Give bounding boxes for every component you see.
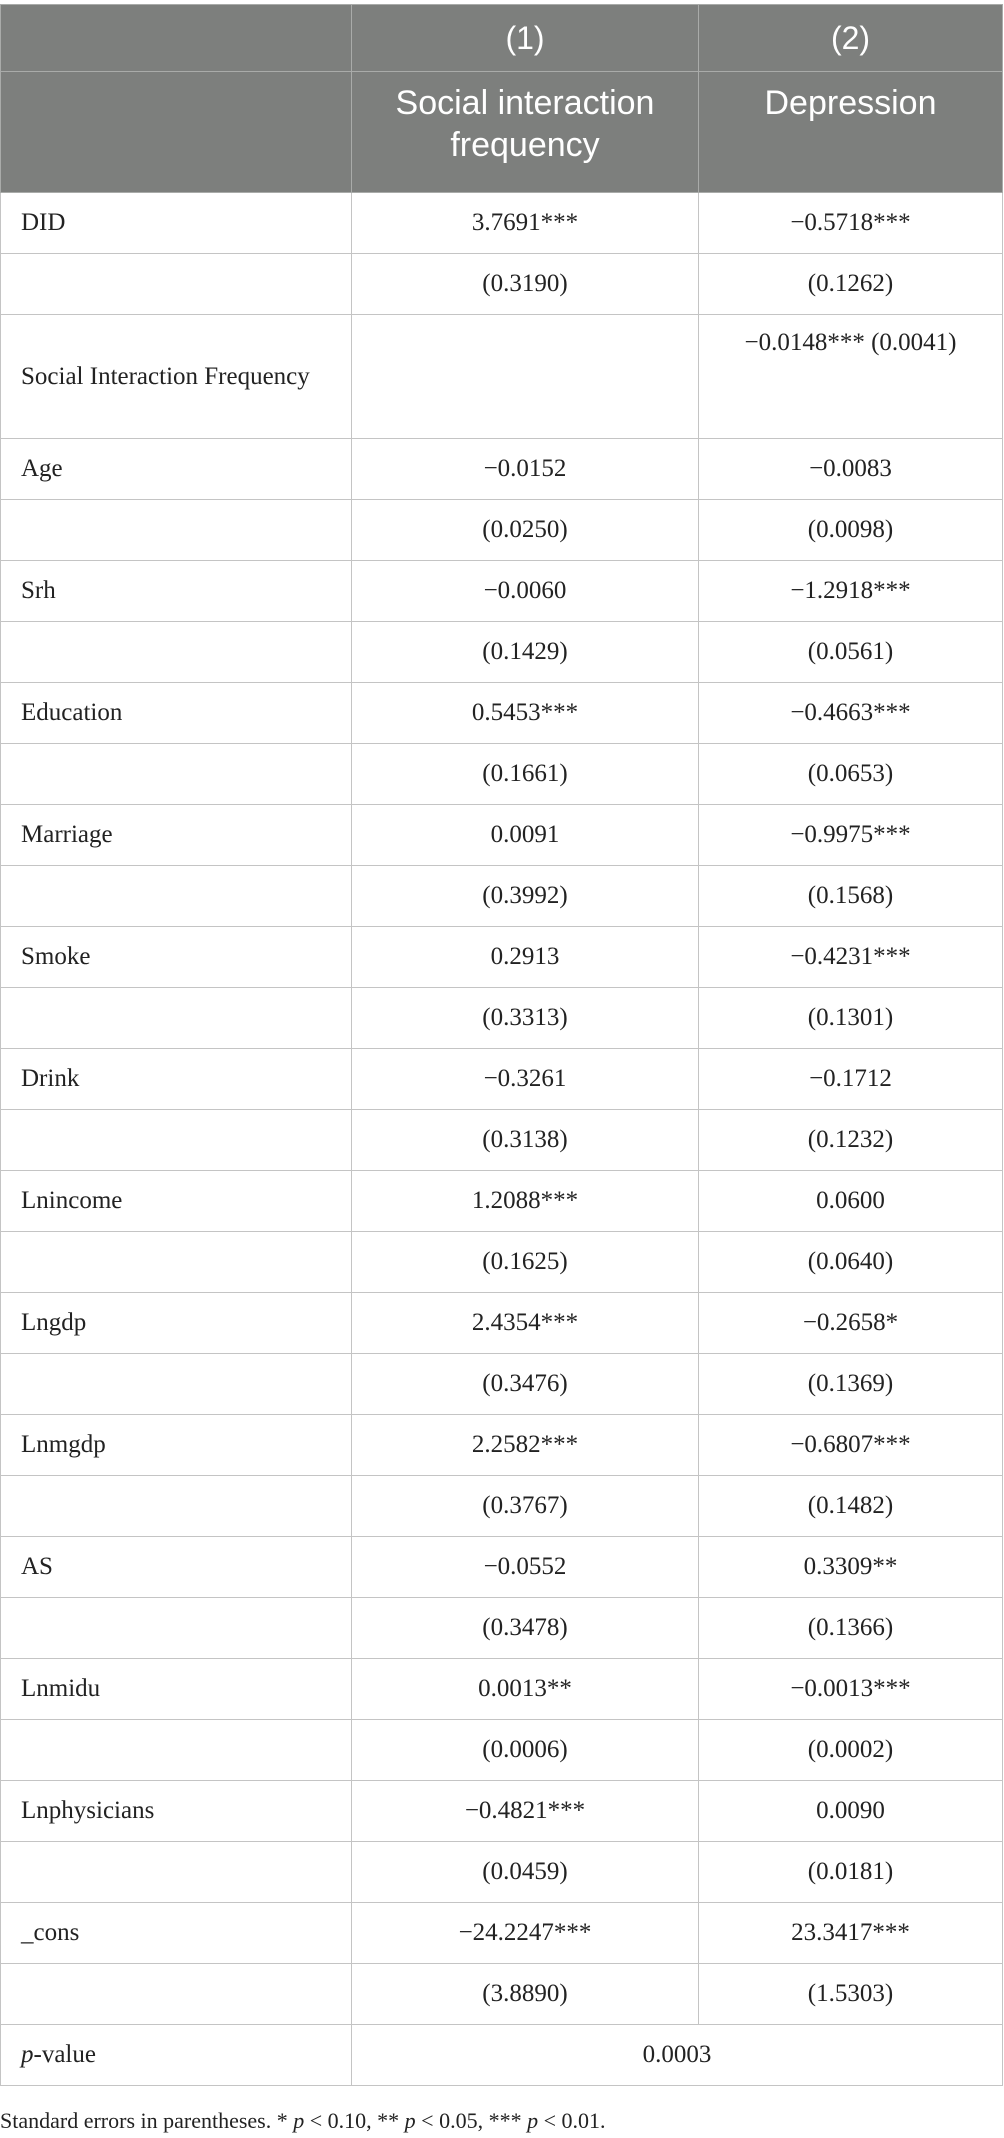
cell-col1: −0.4821*** [352, 1781, 699, 1842]
cell-col2: (0.1366) [699, 1598, 1003, 1659]
row-label [1, 1720, 352, 1781]
cell-col1: −24.2247*** [352, 1903, 699, 1964]
table-row [1, 561, 1003, 622]
table-row [1, 683, 1003, 744]
pvalue-value: 0.0003 [352, 2025, 1003, 2086]
cell-col1: −0.0060 [352, 561, 699, 622]
pvalue-row [1, 2025, 1003, 2086]
table-row [1, 1842, 1003, 1903]
cell-col1: (0.3478) [352, 1598, 699, 1659]
cell-col1: (0.0250) [352, 500, 699, 561]
header-col1-number: (1) [352, 5, 699, 72]
header-empty-cell [1, 5, 352, 72]
table-row [1, 1781, 1003, 1842]
cell-col2: (0.1301) [699, 988, 1003, 1049]
table-row [1, 1293, 1003, 1354]
row-label: Smoke [1, 927, 352, 988]
table-row [1, 1537, 1003, 1598]
cell-col2: −0.0013*** [699, 1659, 1003, 1720]
cell-col1: (0.3138) [352, 1110, 699, 1171]
cell-col2: (0.0640) [699, 1232, 1003, 1293]
cell-col1: (0.3992) [352, 866, 699, 927]
row-label [1, 1598, 352, 1659]
cell-col2: −0.1712 [699, 1049, 1003, 1110]
footnote-p1: p [293, 2108, 305, 2133]
cell-col2: (0.0002) [699, 1720, 1003, 1781]
row-label: Lnmidu [1, 1659, 352, 1720]
table-row [1, 927, 1003, 988]
row-label [1, 622, 352, 683]
cell-col1: −0.0152 [352, 439, 699, 500]
cell-col2: −1.2918*** [699, 561, 1003, 622]
cell-col1: (0.3313) [352, 988, 699, 1049]
cell-col2: −0.0083 [699, 439, 1003, 500]
table-row [1, 1171, 1003, 1232]
cell-col2: (0.1232) [699, 1110, 1003, 1171]
table-row [1, 1598, 1003, 1659]
row-label: Lnphysicians [1, 1781, 352, 1842]
row-label [1, 1232, 352, 1293]
footnote-lead: Standard errors in parentheses. * [0, 2108, 294, 2133]
table-row [1, 1354, 1003, 1415]
header-row-labels [1, 72, 1003, 193]
row-label [1, 1842, 352, 1903]
cell-col2: (0.1369) [699, 1354, 1003, 1415]
row-label: AS [1, 1537, 352, 1598]
cell-col1: (0.1625) [352, 1232, 699, 1293]
cell-col1: −0.3261 [352, 1049, 699, 1110]
cell-col1: (3.8890) [352, 1964, 699, 2025]
footnote-p3: p [527, 2108, 539, 2133]
footnote-t2: < 0.05, *** [415, 2108, 528, 2133]
cell-col2: 0.3309** [699, 1537, 1003, 1598]
cell-col2: −0.0148*** (0.0041) [699, 315, 1003, 439]
row-label: Drink [1, 1049, 352, 1110]
pvalue-label-rest: -value [33, 2041, 96, 2068]
cell-col1: 2.2582*** [352, 1415, 699, 1476]
cell-col1: (0.0006) [352, 1720, 699, 1781]
table-row [1, 1964, 1003, 2025]
row-label: Marriage [1, 805, 352, 866]
cell-col1: 0.2913 [352, 927, 699, 988]
table-row [1, 1720, 1003, 1781]
row-label: Lngdp [1, 1293, 352, 1354]
cell-col1: (0.0459) [352, 1842, 699, 1903]
table-row [1, 254, 1003, 315]
row-label: Social Interaction Frequency [1, 315, 352, 439]
cell-col1: −0.0552 [352, 1537, 699, 1598]
table-row [1, 193, 1003, 254]
footnote-t1: < 0.10, ** [304, 2108, 405, 2133]
header-col2-label: Depression [699, 72, 1003, 193]
pvalue-label [1, 2025, 352, 2086]
table-row [1, 866, 1003, 927]
cell-col1: (0.3476) [352, 1354, 699, 1415]
table-body [1, 193, 1003, 2025]
row-label: _cons [1, 1903, 352, 1964]
cell-col1: 3.7691*** [352, 193, 699, 254]
cell-col1: 2.4354*** [352, 1293, 699, 1354]
table-row [1, 805, 1003, 866]
table-row [1, 1110, 1003, 1171]
table-row [1, 1659, 1003, 1720]
table-row [1, 744, 1003, 805]
cell-col1: (0.1661) [352, 744, 699, 805]
row-label [1, 1110, 352, 1171]
cell-col1: (0.3190) [352, 254, 699, 315]
table-row [1, 1049, 1003, 1110]
table-row [1, 1415, 1003, 1476]
cell-col2: (1.5303) [699, 1964, 1003, 2025]
table-row [1, 1232, 1003, 1293]
row-label [1, 1354, 352, 1415]
cell-col1: 1.2088*** [352, 1171, 699, 1232]
row-label: Age [1, 439, 352, 500]
row-label [1, 1964, 352, 2025]
cell-col2: −0.4663*** [699, 683, 1003, 744]
table-row [1, 500, 1003, 561]
cell-col2: (0.0098) [699, 500, 1003, 561]
table-header [1, 5, 1003, 193]
cell-col2: (0.0653) [699, 744, 1003, 805]
cell-col2: (0.1262) [699, 254, 1003, 315]
row-label: Srh [1, 561, 352, 622]
table-row [1, 1476, 1003, 1537]
cell-col2: −0.4231*** [699, 927, 1003, 988]
table-row [1, 1903, 1003, 1964]
row-label: Lnincome [1, 1171, 352, 1232]
row-label [1, 1476, 352, 1537]
table-row [1, 988, 1003, 1049]
row-label [1, 866, 352, 927]
cell-col1: (0.3767) [352, 1476, 699, 1537]
cell-col2: 23.3417*** [699, 1903, 1003, 1964]
cell-col2: (0.0181) [699, 1842, 1003, 1903]
row-label: Lnmgdp [1, 1415, 352, 1476]
header-row-numbers [1, 5, 1003, 72]
regression-table [0, 4, 1003, 2086]
header-empty-cell [1, 72, 352, 193]
row-label [1, 500, 352, 561]
cell-col2: 0.0090 [699, 1781, 1003, 1842]
cell-col2: −0.5718*** [699, 193, 1003, 254]
cell-col1: (0.1429) [352, 622, 699, 683]
row-label [1, 254, 352, 315]
footnote-p2: p [404, 2108, 416, 2133]
pvalue-label-italic: p [21, 2041, 34, 2068]
header-col2-number: (2) [699, 5, 1003, 72]
cell-col2: −0.2658* [699, 1293, 1003, 1354]
cell-col1: 0.0091 [352, 805, 699, 866]
cell-col2: 0.0600 [699, 1171, 1003, 1232]
row-label [1, 988, 352, 1049]
header-col1-label: Social interaction frequency [352, 72, 699, 193]
table-footnote [0, 2108, 606, 2134]
footnote-t3: < 0.01. [538, 2108, 606, 2133]
table-footer [1, 2025, 1003, 2086]
cell-col2: (0.0561) [699, 622, 1003, 683]
table-row [1, 439, 1003, 500]
row-label: Education [1, 683, 352, 744]
table-row [1, 622, 1003, 683]
cell-col2: (0.1482) [699, 1476, 1003, 1537]
cell-col2: (0.1568) [699, 866, 1003, 927]
cell-col1: 0.0013** [352, 1659, 699, 1720]
cell-col1 [352, 315, 699, 439]
cell-col1: 0.5453*** [352, 683, 699, 744]
table-row [1, 315, 1003, 439]
cell-col2: −0.6807*** [699, 1415, 1003, 1476]
row-label [1, 744, 352, 805]
row-label: DID [1, 193, 352, 254]
cell-col2: −0.9975*** [699, 805, 1003, 866]
